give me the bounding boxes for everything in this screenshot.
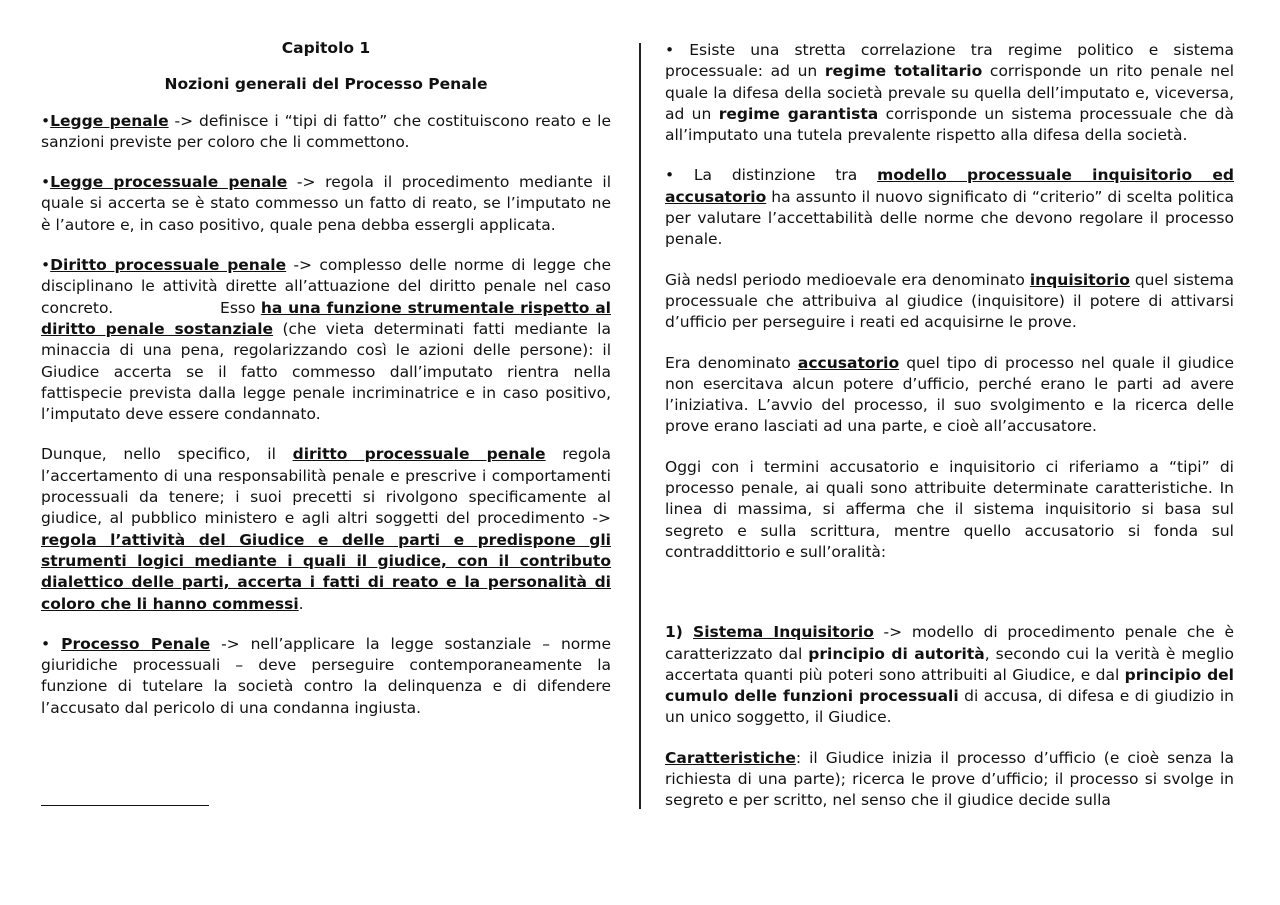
paragraph-text: -> definisce i “tipi di fatto” che costituiscono reato e le sanzioni previste per coloro che li commettono. <box>41 111 611 151</box>
left-column <box>41 38 616 738</box>
paragraph-regime <box>665 40 1234 146</box>
paragraph-text: corrisponde un sistema processuale che dà all’imputato una tutela prevalente rispetto alla difesa della società. <box>665 104 1234 145</box>
paragraph-text: regola l’accertamento di una responsabilità penale e prescrive i comportamenti processuali da tenere; i suoi precetti si rivolgono specificamente al giudice, al pubblico ministero e agli altri soggetti del procedimento -> <box>41 445 611 528</box>
paragraph-text: quel tipo di processo nel quale il giudice non esercitava alcun potere d’ufficio, perché erano le parti ad avere l’iniziativa. L’avvio del processo, il suo svolgimento e la ricerca delle prove erano lasciati ad una parte, e cioè all’accusatore. <box>665 353 1234 436</box>
paragraph-processo-penale <box>41 634 611 719</box>
spacer <box>665 582 1234 622</box>
paragraph-text: -> regola il procedimento mediante il quale si accerta se è stato commesso un fatto di reato, se l’imputato ne è l’autore e, in caso positivo, quale pena debba essergli applicata. <box>41 173 611 234</box>
footnote-rule <box>41 805 209 806</box>
paragraph-text: . <box>298 594 304 613</box>
chapter-title: Capitolo 1 <box>281 39 371 57</box>
paragraph-text: -> complesso delle norme di legge che disciplinano le attività dirette all’attuazione del diritto penale nel caso concreto. Esso <box>41 256 616 317</box>
term-modello-processuale: modello processuale inquisitorio ed accusatorio <box>665 166 1234 206</box>
term-processo-penale: Processo Penale <box>61 634 211 653</box>
paragraph-sistema-inquisitorio <box>665 622 1234 728</box>
term-regime-totalitario: regime totalitario <box>824 62 983 81</box>
paragraph-distinzione <box>665 165 1234 250</box>
term-accusatorio: accusatorio <box>797 353 900 372</box>
bullet: • <box>41 111 51 130</box>
term-legge-processuale-penale: Legge processuale penale <box>50 173 288 192</box>
term-principio-autorita: principio di autorità <box>808 644 985 663</box>
chapter-subtitle: Nozioni generali del Processo Penale <box>164 75 488 94</box>
paragraph-inquisitorio <box>665 270 1234 334</box>
bullet: • <box>41 173 51 192</box>
paragraph-text: -> nell’applicare la legge sostanziale – norme giuridiche processuali – deve perseguire contemporaneamente la funzione di tutelare la società contro la delinquenza e di difendere l’accusato dal pericolo di una condanna ingiusta. <box>41 634 611 717</box>
paragraph-text: corrisponde un rito penale nel quale la difesa della società prevale su quella dell’imputato e, viceversa, ad un <box>665 62 1235 123</box>
paragraph-legge-penale <box>41 111 611 154</box>
emphasis-regola-attivita: regola l’attività del Giudice e delle parti e predispone gli strumenti logici mediante i quali il giudice, con il contributo dialettico delle parti, accerta i fatti di reato e la personalità di coloro che li hanno commessi <box>41 530 611 613</box>
paragraph-text: ha assunto il nuovo significato di “criterio” di scelta politica per valutare l’accettabilità delle norme che devono regolare il processo penale. <box>665 187 1234 249</box>
term-inquisitorio: inquisitorio <box>1029 270 1130 289</box>
list-number: 1) <box>665 623 694 642</box>
term-diritto-processuale-penale: Diritto processuale penale <box>50 256 287 275</box>
term-regime-garantista: regime garantista <box>718 104 879 123</box>
paragraph-text: Dunque, nello specifico, il <box>41 445 293 464</box>
bullet: • <box>41 634 62 653</box>
paragraph-text: Era denominato <box>665 353 798 372</box>
paragraph-text: (che vieta determinati fatti mediante la minaccia di una pena, regolarizzando così le azioni delle persone): il Giudice accerta se il fatto commesso dall’imputato rientra nella fattispecie prevista dalla legge penale incriminatrice e in caso positivo, l’imputato deve essere condannato. <box>41 319 611 424</box>
column-divider <box>639 43 641 809</box>
paragraph-legge-processuale <box>41 172 611 236</box>
term-legge-penale: Legge penale <box>50 111 169 130</box>
paragraph-text: : il Giudice inizia il processo d’ufficio (e cioè senza la richiesta di una parte); ricerca le prove d’ufficio; il processo si svolge in segreto e per scritto, nel senso che il giudice decide sulla <box>665 748 1234 810</box>
paragraph-text: Già nedsl periodo medioevale era denominato <box>665 270 1030 289</box>
paragraph-text: quel sistema processuale che attribuiva al giudice (inquisitore) il potere di attivarsi d’ufficio per perseguire i reati ed acquisirne le prove. <box>665 270 1234 332</box>
bullet: • <box>41 256 51 275</box>
term-caratteristiche: Caratteristiche <box>665 748 796 767</box>
paragraph-accusatorio <box>665 353 1234 438</box>
paragraph-text: • Esiste una stretta correlazione tra regime politico e sistema processuale: ad un <box>665 41 1234 81</box>
paragraph-diritto-processuale <box>41 255 616 425</box>
term-diritto-processuale-penale-2: diritto processuale penale <box>292 445 546 464</box>
term-sistema-inquisitorio: Sistema Inquisitorio <box>693 623 874 642</box>
paragraph-oggi <box>665 457 1234 563</box>
paragraph-dunque <box>41 444 611 614</box>
term-principio-cumulo: principio del cumulo delle funzioni processuali <box>665 665 1234 706</box>
emphasis-funzione-strumentale: ha una funzione strumentale rispetto al diritto penale sostanziale <box>41 298 611 338</box>
right-column <box>665 40 1234 831</box>
paragraph-text: Oggi con i termini accusatorio e inquisitorio ci riferiamo a “tipi” di processo penale, ai quali sono attribuite determinate caratteristiche. In linea di massima, si afferma che il sistema inquisitorio si basa sul segreto e sulla scrittura, mentre quello accusatorio si fonda sul contraddittorio e sull’oralità: <box>665 457 1234 561</box>
paragraph-text: -> modello di procedimento penale che è caratterizzato dal <box>665 623 1234 663</box>
paragraph-caratteristiche <box>665 748 1234 812</box>
paragraph-text: di accusa, di difesa e di giudizio in un unico soggetto, il Giudice. <box>665 687 1235 727</box>
paragraph-text: , secondo cui la verità è meglio accertata quanti più poteri sono attribuiti al Giudice, e dal <box>665 644 1234 684</box>
paragraph-text: • La distinzione tra <box>665 166 878 185</box>
